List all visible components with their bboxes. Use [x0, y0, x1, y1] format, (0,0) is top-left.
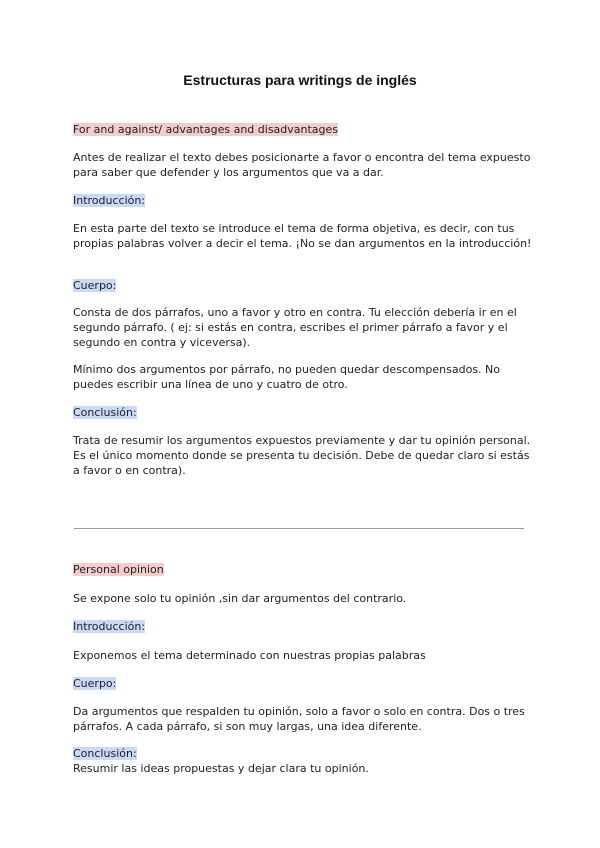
section2-intro: Se expone solo tu opinión ,sin dar argumentos del contrario. [73, 592, 407, 605]
section1-introduccion-heading-block [73, 193, 533, 208]
section2-introduccion-text: Exponemos el tema determinado con nuestras propias palabras [73, 649, 426, 662]
section2-conclusion-label: Conclusión: [73, 747, 137, 760]
section1-conclusion-heading-block [73, 405, 533, 420]
section1-heading-block [73, 122, 533, 137]
section2-introduccion-heading-block [73, 619, 533, 634]
section1-conclusion-label: Conclusión: [73, 406, 137, 419]
section1-introduccion-label: Introducción: [73, 194, 146, 207]
section1-introduccion-text: En esta parte del texto se introduce el tema de forma objetiva, es decir, con tus propias palabras volver a decir el tema. ¡No se dan argumentos en la introducción! [73, 222, 532, 250]
section2-cuerpo-text: Da argumentos que respalden tu opinión, solo a favor o solo en contra. Dos o tres párrafos. A cada párrafo, si son muy largas, una idea diferente. [73, 705, 525, 733]
section1-heading: For and against/ advantages and disadvantages [73, 123, 339, 136]
section1-intro: Antes de realizar el texto debes posicionarte a favor o encontra del tema expuesto para saber que defender y los argumentos que va a dar. [73, 151, 531, 179]
section2-introduccion-label: Introducción: [73, 620, 146, 633]
section-divider [74, 528, 524, 529]
section2-heading: Personal opinion [73, 563, 164, 576]
section1-cuerpo-heading-block [73, 278, 533, 293]
section1-cuerpo-label: Cuerpo: [73, 279, 117, 292]
section1-conclusion-text: Trata de resumir los argumentos expuestos previamente y dar tu opinión personal. Es el único momento donde se presenta tu decisión. Debe de quedar claro si estás a favor o en contra). [73, 434, 531, 477]
section2-cuerpo-label: Cuerpo: [73, 677, 117, 690]
section2-cuerpo-heading-block [73, 676, 533, 691]
page-title: Estructuras para writings de inglés [183, 72, 417, 88]
section2-heading-block [73, 562, 533, 577]
section1-cuerpo-text-1: Consta de dos párrafos, uno a favor y otro en contra. Tu elección debería ir en el segundo párrafo. ( ej: si estás en contra, escribes el primer párrafo a favor y el segundo en contra y viceversa). [73, 306, 517, 349]
section2-conclusion-heading-block [73, 746, 533, 761]
section1-cuerpo-text-2: Mínimo dos argumentos por párrafo, no pueden quedar descompensados. No puedes escribir una línea de uno y cuatro de otro. [73, 363, 501, 391]
section2-conclusion-text: Resumir las ideas propuestas y dejar clara tu opinión. [73, 762, 369, 775]
